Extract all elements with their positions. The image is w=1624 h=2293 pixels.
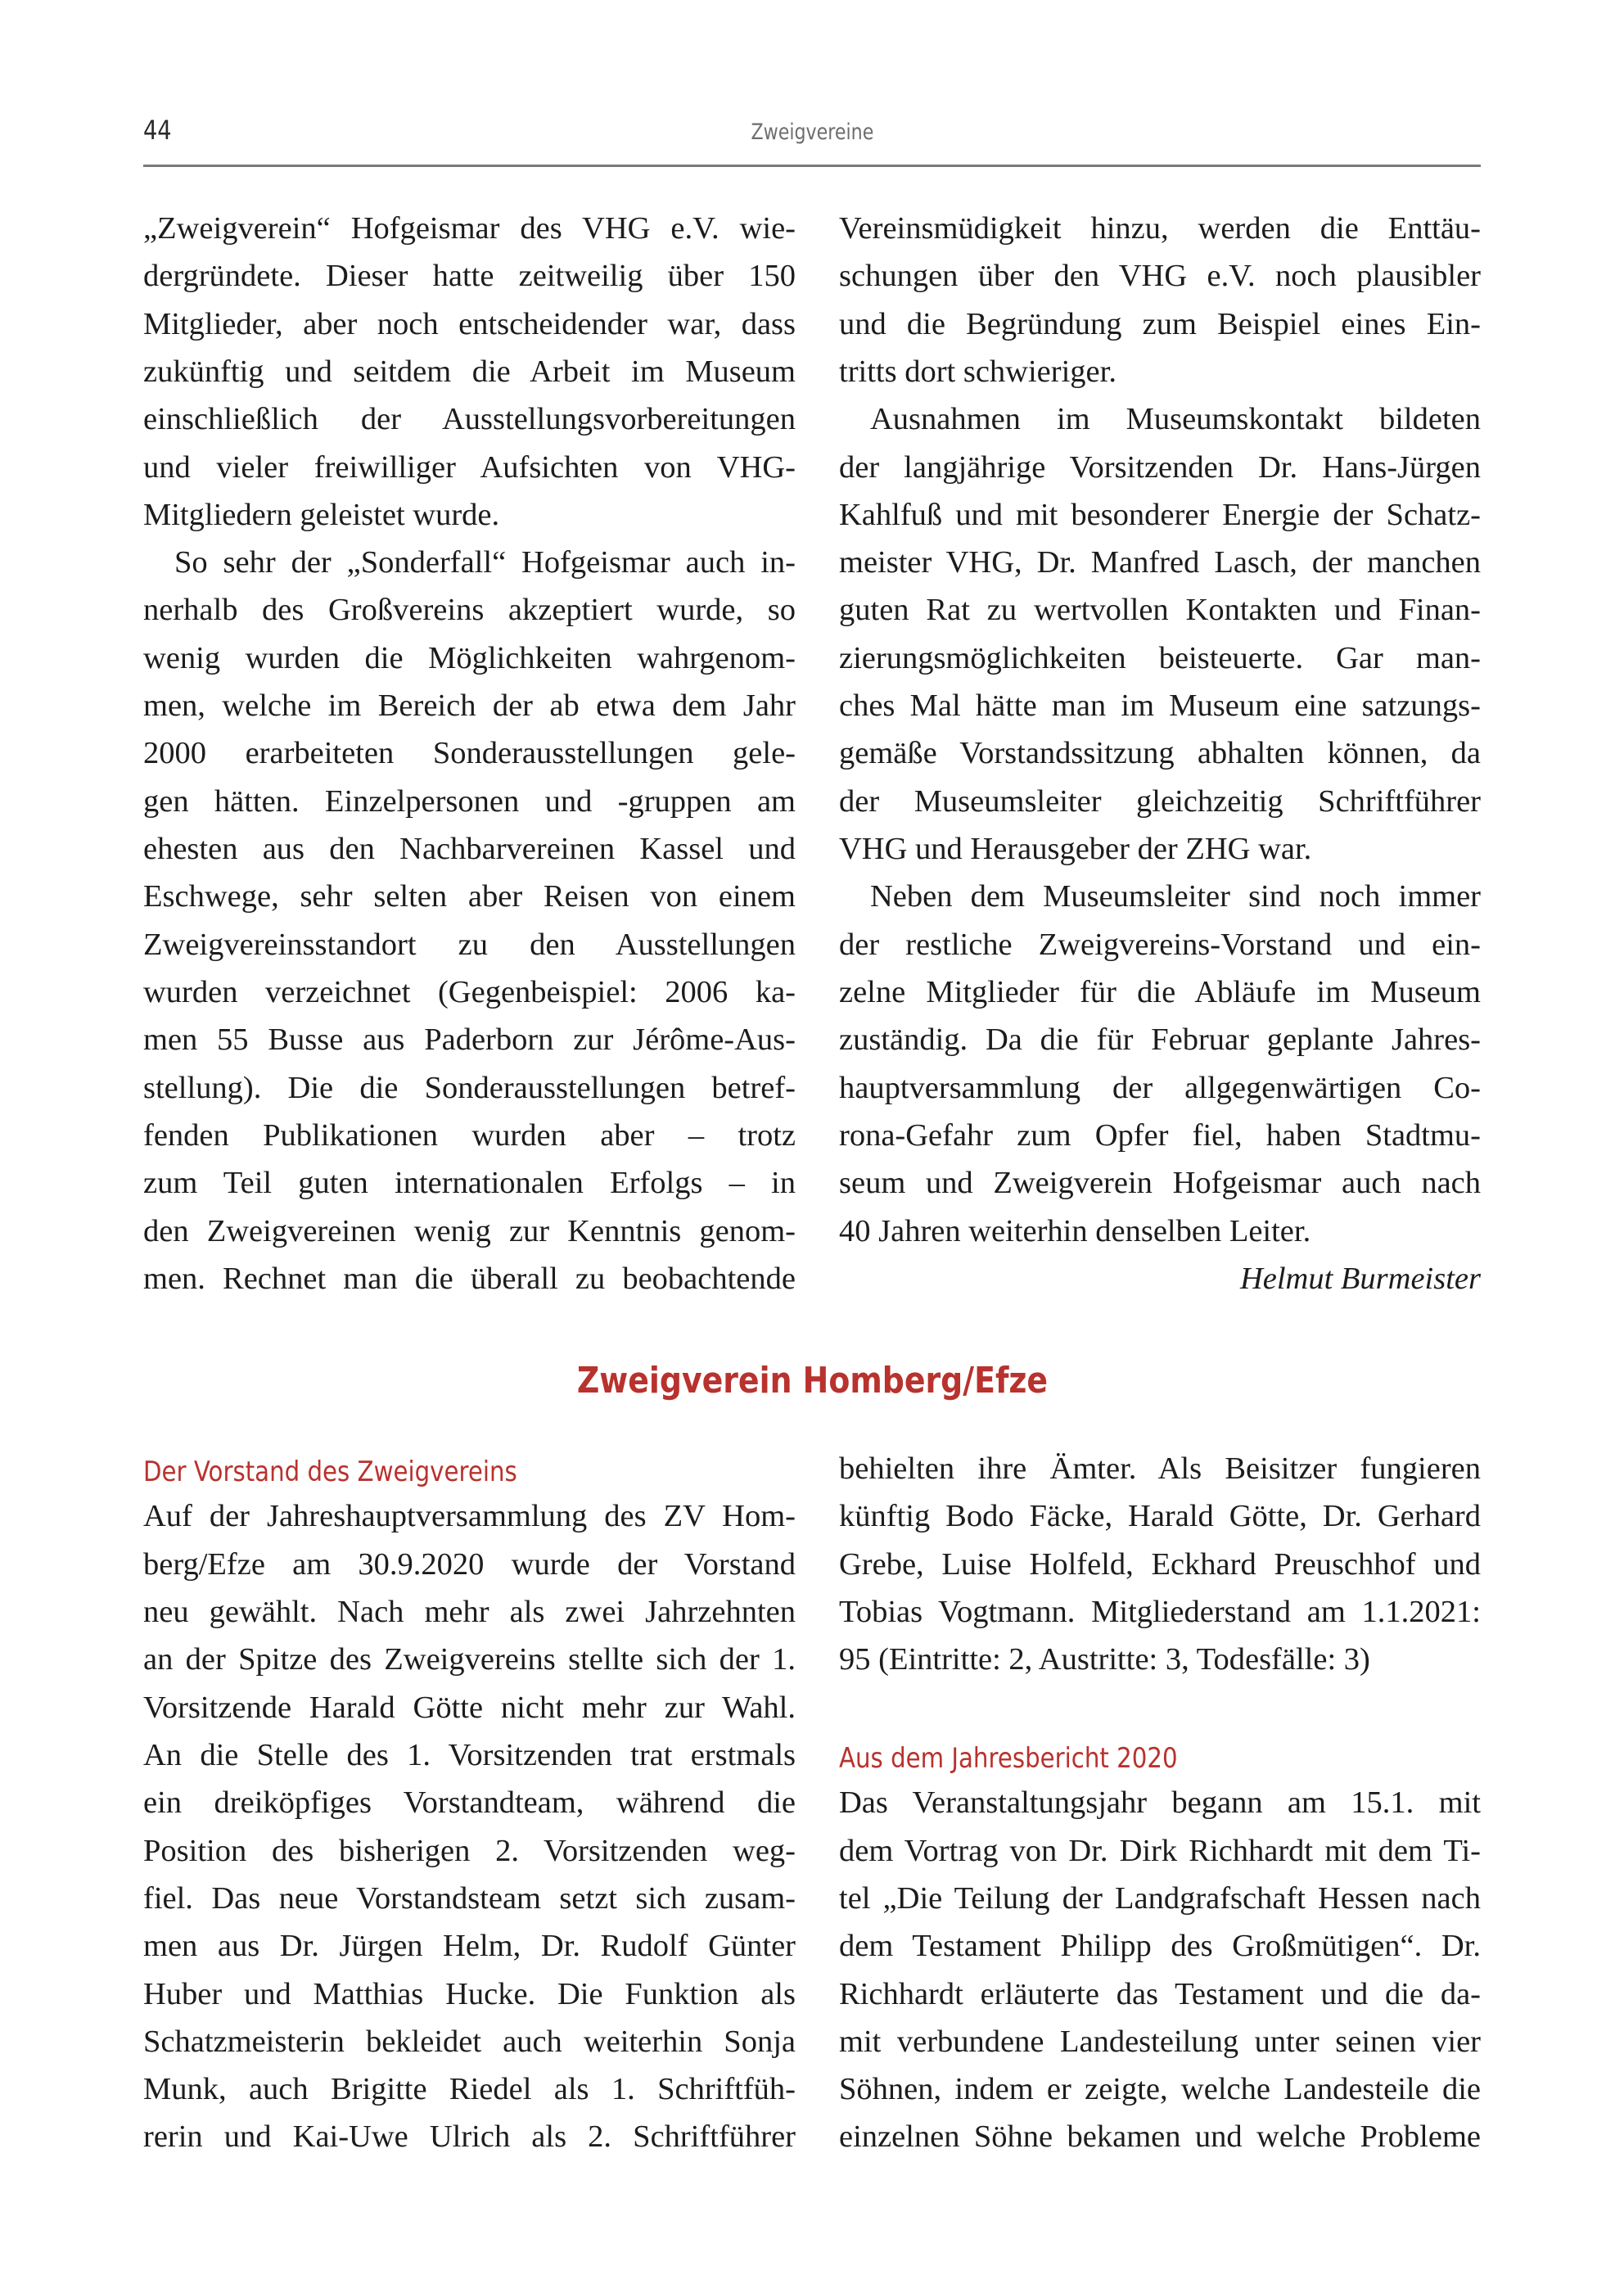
text-line: einzelnen Söhne bekamen und welche Probleme — [839, 2119, 1481, 2154]
subheading-vorstand: Der Vorstand des Zweigvereins — [143, 1456, 517, 1488]
text-line: wurden verzeichnet (Gegenbeispiel: 2006 ka- — [143, 975, 796, 1009]
text-line: an der Spitze des Zweigvereins stellte sich der 1. — [143, 1642, 796, 1677]
text-line: Mitgliedern geleistet wurde. — [143, 498, 500, 532]
section-title — [0, 1361, 1624, 1402]
text-line: zelne Mitglieder für die Abläufe im Museum — [839, 975, 1481, 1009]
text-line: der langjährige Vorsitzenden Dr. Hans-Jürgen — [839, 450, 1481, 485]
text-line: fenden Publikationen wurden aber – trotz — [143, 1118, 796, 1153]
text-line: künftig Bodo Fäcke, Harald Götte, Dr. Gerhard — [839, 1499, 1481, 1533]
text-line: Vorsitzende Harald Götte nicht mehr zur Wahl. — [143, 1690, 796, 1725]
text-line: wenig wurden die Möglichkeiten wahrgenom- — [143, 641, 796, 675]
text-line: und die Begründung zum Beispiel eines Ein- — [839, 307, 1481, 341]
text-line: zierungsmöglichkeiten beisteuerte. Gar man- — [839, 641, 1481, 675]
text-line: So sehr der „Sonderfall“ Hofgeismar auch in- — [174, 545, 796, 580]
text-line: tritts dort schwieriger. — [839, 354, 1116, 389]
text-line: Vereinsmüdigkeit hinzu, werden die Enttäu- — [839, 211, 1481, 246]
text-line: Kahlfuß und mit besonderer Energie der Schatz- — [839, 498, 1481, 532]
text-line: Eschwege, sehr selten aber Reisen von einem — [143, 879, 796, 914]
running-title — [0, 120, 1624, 145]
text-line: berg/Efze am 30.9.2020 wurde der Vorstand — [143, 1547, 796, 1582]
text-line: Grebe, Luise Holfeld, Eckhard Preuschhof und — [839, 1547, 1481, 1582]
text-line: Schatzmeisterin bekleidet auch weiterhin Sonja — [143, 2024, 796, 2059]
text-line: fiel. Das neue Vorstandsteam setzt sich zusam- — [143, 1881, 796, 1916]
text-line: men 55 Busse aus Paderborn zur Jérôme-Aus- — [143, 1022, 796, 1057]
text-line: dem Testament Philipp des Großmütigen“. Dr. — [839, 1929, 1481, 1963]
text-line: meister VHG, Dr. Manfred Lasch, der manchen — [839, 545, 1481, 580]
text-line: An die Stelle des 1. Vorsitzenden trat erstmals — [143, 1738, 796, 1772]
section-title-text: Zweigverein Homberg/Efze — [576, 1360, 1048, 1402]
text-line: neu gewählt. Nach mehr als zwei Jahrzehnten — [143, 1595, 796, 1629]
text-line: rerin und Kai-Uwe Ulrich als 2. Schriftführer — [143, 2119, 796, 2154]
text-line: 2000 erarbeiteten Sonderausstellungen gele- — [143, 736, 796, 770]
text-line: dem Vortrag von Dr. Dirk Richhardt mit dem Ti- — [839, 1834, 1481, 1868]
text-line: ches Mal hätte man im Museum eine satzungs- — [839, 688, 1481, 723]
text-line: den Zweigvereinen wenig zur Kenntnis genom- — [143, 1214, 796, 1248]
text-line: gemäße Vorstandssitzung abhalten können, da — [839, 736, 1481, 770]
text-line: schungen über den VHG e.V. noch plausibler — [839, 259, 1481, 293]
text-line: der restliche Zweigvereins-Vorstand und ein- — [839, 928, 1481, 962]
text-line: Tobias Vogtmann. Mitgliederstand am 1.1.2021: — [839, 1595, 1481, 1629]
text-line: hauptversammlung der allgegenwärtigen Co- — [839, 1071, 1481, 1105]
text-line: Huber und Matthias Hucke. Die Funktion als — [143, 1977, 796, 2011]
running-title-text: Zweigvereine — [751, 120, 873, 145]
text-line: men, welche im Bereich der ab etwa dem Jahr — [143, 688, 796, 723]
text-line: gen hätten. Einzelpersonen und -gruppen am — [143, 784, 796, 819]
page-number: 44 — [143, 115, 172, 146]
text-line: Söhnen, indem er zeigte, welche Landesteile die — [839, 2072, 1481, 2106]
text-line: VHG und Herausgeber der ZHG war. — [839, 832, 1312, 866]
text-line: tel „Die Teilung der Landgrafschaft Hessen nach — [839, 1881, 1481, 1916]
text-line: rona-Gefahr zum Opfer fiel, haben Stadtmu- — [839, 1118, 1481, 1153]
text-line: nerhalb des Großvereins akzeptiert wurde, so — [143, 593, 796, 627]
subheading-jahresbericht: Aus dem Jahresbericht 2020 — [839, 1742, 1178, 1775]
text-line: behielten ihre Ämter. Als Beisitzer fungieren — [839, 1451, 1481, 1486]
text-line: der Museumsleiter gleichzeitig Schriftführer — [839, 784, 1481, 819]
text-line: „Zweigverein“ Hofgeismar des VHG e.V. wie- — [143, 211, 796, 246]
text-line: ehesten aus den Nachbarvereinen Kassel und — [143, 832, 796, 866]
text-line: zum Teil guten internationalen Erfolgs – in — [143, 1166, 796, 1200]
text-line: men aus Dr. Jürgen Helm, Dr. Rudolf Günter — [143, 1929, 796, 1963]
text-line: Ausnahmen im Museumskontakt bildeten — [870, 402, 1481, 436]
text-line: mit verbundene Landesteilung unter seinen vier — [839, 2024, 1481, 2059]
header-rule — [143, 165, 1481, 167]
text-line: dergründete. Dieser hatte zeitweilig über 150 — [143, 259, 796, 293]
text-line: stellung). Die die Sonderausstellungen betref- — [143, 1071, 796, 1105]
text-line: Munk, auch Brigitte Riedel als 1. Schriftfüh- — [143, 2072, 796, 2106]
text-line: guten Rat zu wertvollen Kontakten und Finan- — [839, 593, 1481, 627]
text-line: 95 (Eintritte: 2, Austritte: 3, Todesfälle: 3) — [839, 1642, 1370, 1677]
text-line: men. Rechnet man die überall zu beobachtende — [143, 1262, 796, 1296]
text-line: zuständig. Da die für Februar geplante Jahres- — [839, 1022, 1481, 1057]
text-line: zukünftig und seitdem die Arbeit im Museum — [143, 354, 796, 389]
text-line: Position des bisherigen 2. Vorsitzenden weg- — [143, 1834, 796, 1868]
text-line: und vieler freiwilliger Aufsichten von VHG- — [143, 450, 796, 485]
text-line: Richhardt erläuterte das Testament und die da- — [839, 1977, 1481, 2011]
text-line: ein dreiköpfiges Vorstandteam, während die — [143, 1785, 796, 1820]
text-line: Das Veranstaltungsjahr begann am 15.1. mit — [839, 1785, 1481, 1820]
text-line: Neben dem Museumsleiter sind noch immer — [870, 879, 1481, 914]
text-line: Mitglieder, aber noch entscheidender war, dass — [143, 307, 796, 341]
author-signature: Helmut Burmeister — [1239, 1262, 1481, 1296]
text-line: einschließlich der Ausstellungsvorbereitungen — [143, 402, 796, 436]
text-line: Zweigvereinsstandort zu den Ausstellungen — [143, 928, 796, 962]
text-line: seum und Zweigverein Hofgeismar auch nach — [839, 1166, 1481, 1200]
text-line: 40 Jahren weiterhin denselben Leiter. — [839, 1214, 1311, 1248]
text-line: Auf der Jahreshauptversammlung des ZV Hom- — [143, 1499, 796, 1533]
